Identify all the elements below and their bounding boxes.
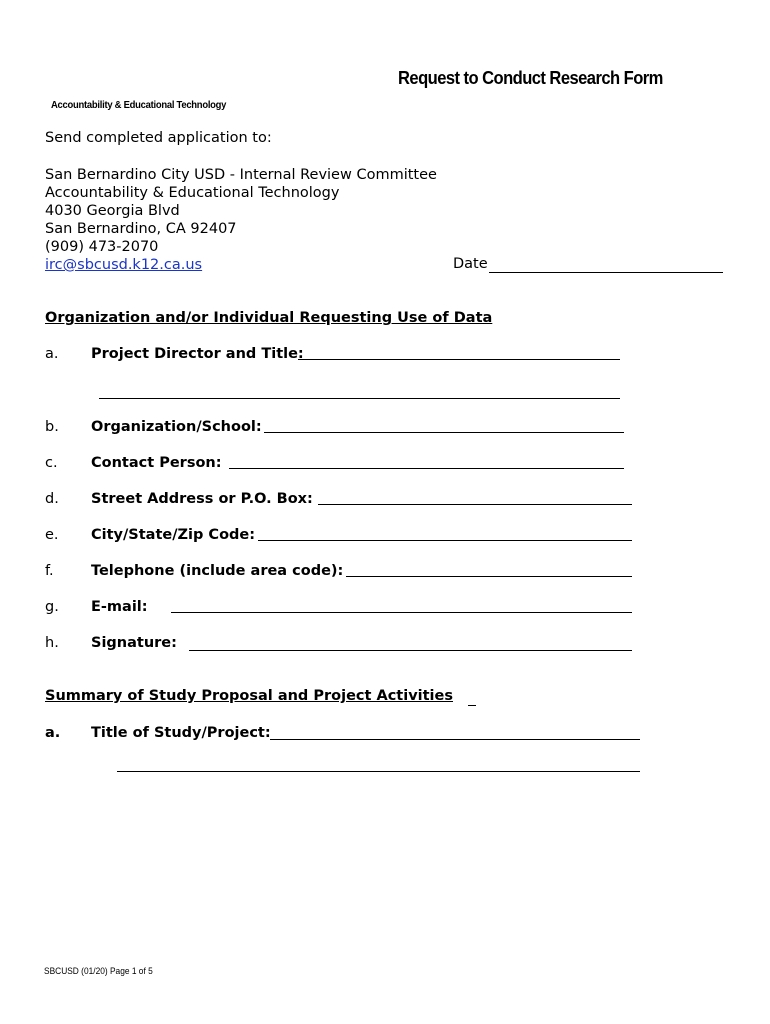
item-letter: f.	[45, 563, 54, 579]
address-line: 4030 Georgia Blvd	[45, 203, 180, 219]
city-state-zip-field[interactable]	[258, 540, 632, 541]
telephone-label: Telephone (include area code):	[91, 563, 344, 579]
item-letter: a.	[45, 346, 59, 362]
date-field[interactable]	[489, 272, 723, 273]
city-state-zip-label: City/State/Zip Code:	[91, 527, 256, 543]
form-title: Request to Conduct Research Form	[398, 68, 663, 88]
item-letter: d.	[45, 491, 59, 507]
organization-school-label: Organization/School:	[91, 419, 262, 435]
email-field[interactable]	[171, 612, 632, 613]
contact-person-label: Contact Person:	[91, 455, 222, 471]
phone-number: (909) 473-2070	[45, 239, 159, 255]
street-address-label: Street Address or P.O. Box:	[91, 491, 313, 507]
section-summary-title: Summary of Study Proposal and Project Activities	[45, 688, 453, 704]
project-director-field-line2[interactable]	[99, 398, 620, 399]
item-letter: g.	[45, 599, 59, 615]
study-title-label: Title of Study/Project:	[91, 725, 271, 741]
mailing-address	[45, 166, 437, 274]
address-line: Accountability & Educational Technology	[45, 185, 340, 201]
page-footer: SBCUSD (01/20) Page 1 of 5	[44, 966, 153, 977]
telephone-field[interactable]	[346, 576, 632, 577]
item-letter: h.	[45, 635, 59, 651]
contact-person-field[interactable]	[229, 468, 624, 469]
email-link[interactable]: irc@sbcusd.k12.ca.us	[45, 257, 203, 273]
item-letter: e.	[45, 527, 59, 543]
project-director-label: Project Director and Title:	[91, 346, 304, 362]
address-line: San Bernardino City USD - Internal Review Committee	[45, 167, 437, 183]
email-label: E-mail:	[91, 599, 148, 615]
date-label: Date	[453, 256, 488, 272]
address-line: San Bernardino, CA 92407	[45, 221, 237, 237]
section-organization-title: Organization and/or Individual Requesting Use of Data	[45, 310, 493, 326]
study-title-field[interactable]	[270, 739, 640, 740]
project-director-field[interactable]	[298, 359, 620, 360]
street-address-field[interactable]	[318, 504, 632, 505]
send-to-intro: Send completed application to:	[45, 130, 272, 146]
organization-school-field[interactable]	[264, 432, 624, 433]
item-letter: c.	[45, 455, 58, 471]
item-letter: b.	[45, 419, 59, 435]
department-label: Accountability & Educational Technology	[51, 99, 227, 111]
signature-field[interactable]	[189, 650, 632, 651]
signature-label: Signature:	[91, 635, 177, 651]
study-title-field-line2[interactable]	[117, 771, 640, 772]
item-letter: a.	[45, 725, 61, 741]
section-underline-tail	[468, 705, 476, 706]
